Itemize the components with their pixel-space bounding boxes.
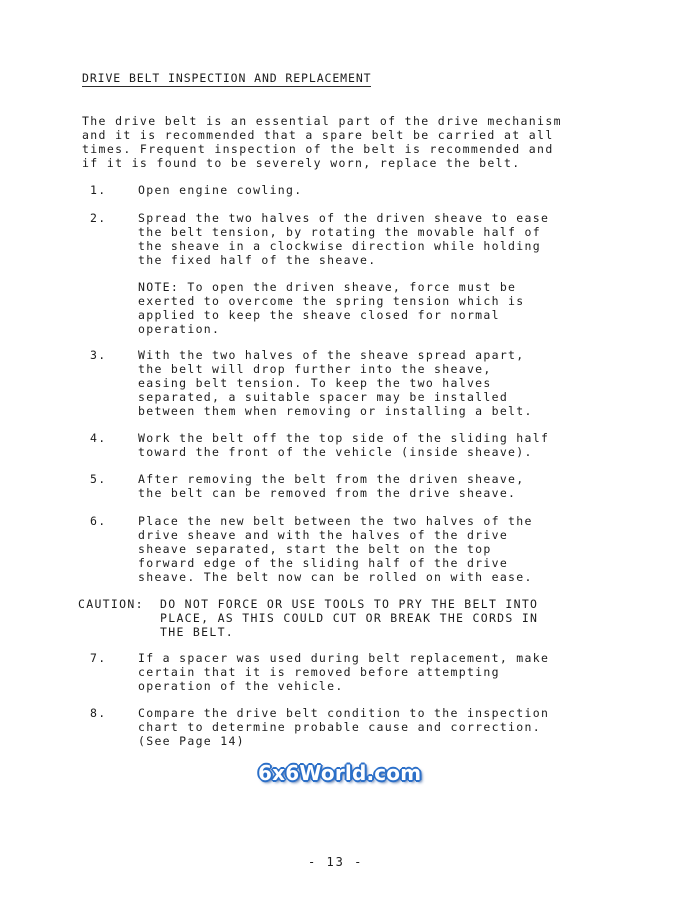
step-line: the belt tension, by rotating the movable half of	[138, 225, 541, 239]
step-line: chart to determine probable cause and correction.	[138, 720, 541, 734]
step-text	[138, 211, 549, 267]
intro-line: times. Frequent inspection of the belt is recommended and	[82, 142, 554, 156]
step-text	[138, 514, 533, 584]
caution-text	[160, 597, 538, 639]
step-line: easing belt tension. To keep the two halves	[138, 376, 492, 390]
step-number: 1.	[90, 183, 107, 197]
step-line: Spread the two halves of the driven sheave to ease	[138, 211, 550, 225]
caution-line: DO NOT FORCE OR USE TOOLS TO PRY THE BELT INTO	[160, 597, 539, 611]
step-text	[138, 348, 533, 418]
page-number: - 13 -	[308, 855, 364, 869]
step-line: Compare the drive belt condition to the inspection	[138, 706, 550, 720]
step-line: between them when removing or installing a belt.	[138, 404, 533, 418]
note-line: operation.	[138, 322, 221, 336]
step-line: Open engine cowling.	[138, 183, 303, 197]
step-line: drive sheave and with the halves of the drive	[138, 528, 509, 542]
intro-paragraph	[82, 114, 562, 170]
step-text	[138, 183, 302, 197]
step-line: (See Page 14)	[138, 734, 245, 748]
step-text	[138, 472, 525, 500]
step-line: Work the belt off the top side of the sliding half	[138, 431, 550, 445]
step-number: 8.	[90, 706, 107, 720]
note-line: exerted to overcome the spring tension which is	[138, 294, 525, 308]
step-line: certain that it is removed before attempting	[138, 665, 500, 679]
step-number: 2.	[90, 211, 107, 225]
step-line: sheave separated, start the belt on the top	[138, 542, 492, 556]
step-line: Place the new belt between the two halves of the	[138, 514, 533, 528]
step-text	[138, 431, 549, 459]
step-line: the belt can be removed from the drive sheave.	[138, 486, 517, 500]
caution-line: THE BELT.	[160, 625, 235, 639]
step-line: the sheave in a clockwise direction while holding	[138, 239, 541, 253]
step-line: the fixed half of the sheave.	[138, 253, 377, 267]
step-line: If a spacer was used during belt replacement, make	[138, 651, 550, 665]
step-line: separated, a suitable spacer may be installed	[138, 390, 509, 404]
step-line: sheave. The belt now can be rolled on with ease.	[138, 570, 533, 584]
section-title: DRIVE BELT INSPECTION AND REPLACEMENT	[82, 71, 372, 85]
watermark-logo: 6x6World.com	[258, 761, 422, 785]
intro-line: The drive belt is an essential part of the drive mechanism	[82, 114, 562, 128]
step-text	[138, 651, 549, 693]
intro-line: if it is found to be severely worn, replace the belt.	[82, 156, 521, 170]
step-line: After removing the belt from the driven sheave,	[138, 472, 525, 486]
step-line: toward the front of the vehicle (inside sheave).	[138, 445, 533, 459]
note-text	[138, 280, 525, 336]
caution-line: PLACE, AS THIS COULD CUT OR BREAK THE CORDS IN	[160, 611, 539, 625]
note-line: NOTE: To open the driven sheave, force must be	[138, 280, 517, 294]
caution-label: CAUTION:	[78, 597, 144, 611]
step-number: 3.	[90, 348, 107, 362]
note-line: applied to keep the sheave closed for normal	[138, 308, 500, 322]
step-number: 5.	[90, 472, 107, 486]
step-number: 4.	[90, 431, 107, 445]
step-line: With the two halves of the sheave spread apart,	[138, 348, 525, 362]
step-line: forward edge of the sliding half of the drive	[138, 556, 509, 570]
step-text	[138, 706, 549, 748]
step-number: 6.	[90, 514, 107, 528]
intro-line: and it is recommended that a spare belt be carried at all	[82, 128, 554, 142]
step-number: 7.	[90, 651, 107, 665]
step-line: the belt will drop further into the sheave,	[138, 362, 492, 376]
step-line: operation of the vehicle.	[138, 679, 344, 693]
